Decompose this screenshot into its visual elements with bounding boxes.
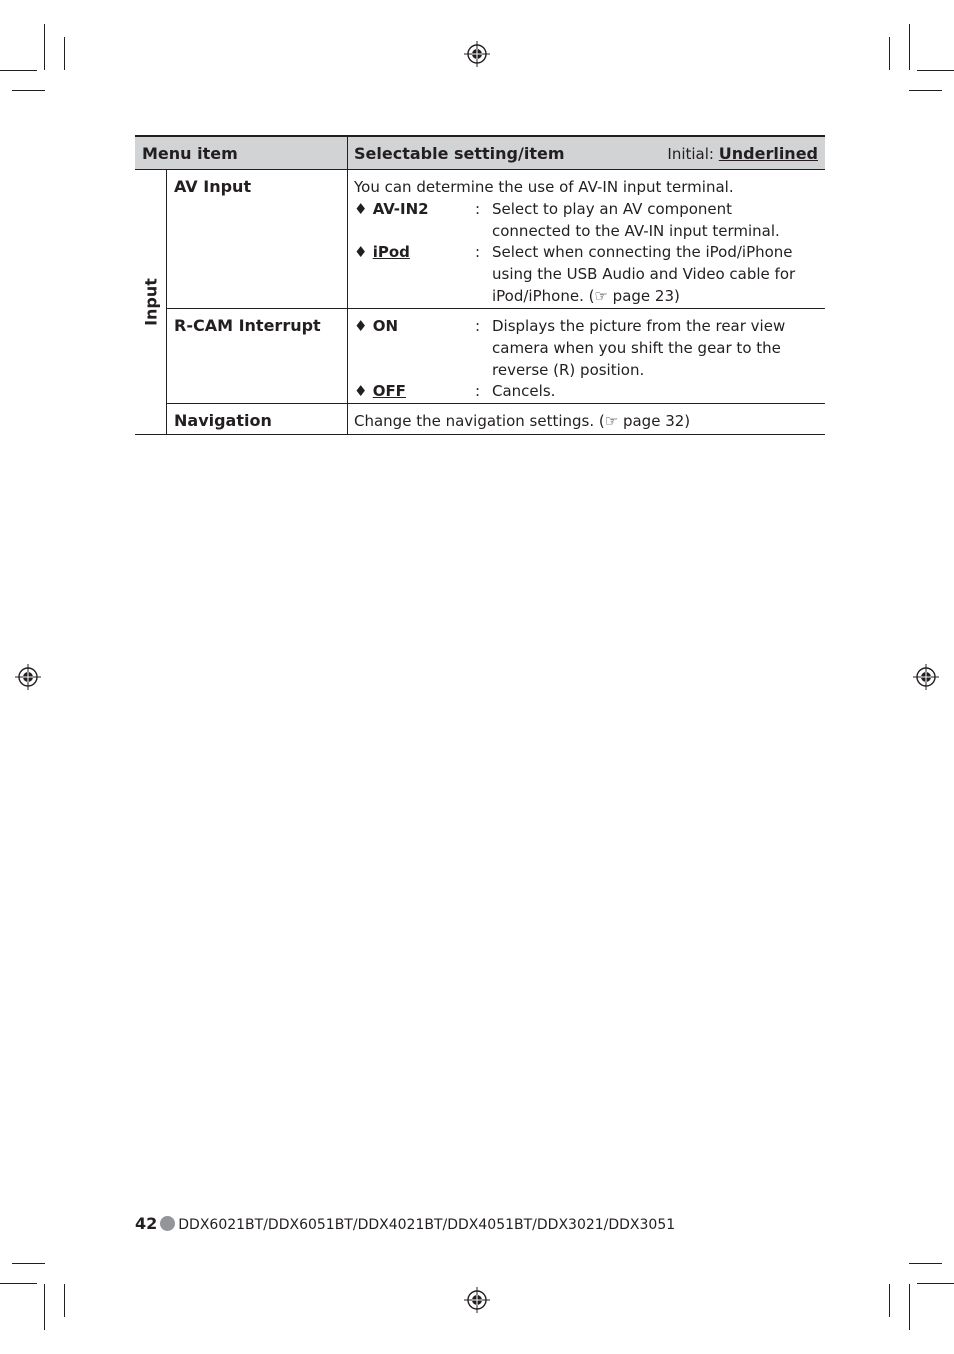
header-menu-item: Menu item [142, 144, 238, 163]
option-colon: : [475, 243, 481, 262]
option-colon: : [475, 199, 481, 218]
navigation-description: Change the navigation settings. (☞ page 32) [354, 412, 691, 430]
circle-bullet-icon [160, 1216, 175, 1231]
option-ipod [354, 242, 825, 307]
setting-description [354, 316, 825, 403]
crop-mark [909, 24, 910, 70]
option-text: Displays the picture from the rear view camera when you shift the gear to the reverse (R) position. [492, 317, 786, 379]
menu-item-navigation: Navigation [174, 411, 272, 430]
menu-item-cell [167, 404, 348, 434]
crop-mark [0, 1283, 37, 1284]
crop-mark [909, 1284, 910, 1330]
settings-table [135, 135, 825, 435]
option-colon: : [475, 382, 481, 401]
registration-mark-icon [913, 664, 939, 690]
option-label: AV-IN2 [372, 199, 429, 218]
table-header [135, 135, 825, 170]
table-row-av-input [167, 170, 825, 308]
registration-mark-icon [15, 664, 41, 690]
registration-mark-icon [464, 41, 490, 67]
menu-item-r-cam-interrupt: R-CAM Interrupt [174, 316, 321, 335]
table-body [135, 170, 825, 435]
diamond-bullet-icon: ♦ [354, 199, 368, 218]
header-selectable-setting: Selectable setting/item [354, 144, 565, 163]
page-footer [135, 1214, 675, 1233]
model-list: DDX6021BT/DDX6051BT/DDX4021BT/DDX4051BT/DDX3021/DDX3051 [178, 1217, 676, 1233]
diamond-bullet-icon: ♦ [354, 317, 368, 335]
option-text: Select when connecting the iPod/iPhone using the USB Audio and Video cable for iPod/iPhone. (☞ page 23) [492, 243, 796, 305]
header-menu-item-cell [135, 137, 348, 169]
crop-mark [0, 70, 37, 71]
menu-item-cell [167, 170, 348, 308]
group-cell-input [135, 170, 167, 434]
crop-mark [909, 1263, 942, 1264]
crop-mark [64, 1284, 65, 1317]
setting-description [354, 411, 825, 433]
option-av-in2 [354, 199, 825, 243]
menu-item-av-input: AV Input [174, 177, 252, 196]
setting-description [354, 177, 825, 308]
option-on [354, 316, 825, 381]
initial-label: Initial: [667, 145, 714, 163]
option-text: Cancels. [492, 382, 556, 401]
diamond-bullet-icon: ♦ [354, 382, 368, 401]
crop-mark [44, 24, 45, 70]
crop-mark [12, 90, 45, 91]
group-label: Input [141, 278, 160, 326]
option-text: Select to play an AV component connected to the AV-IN input terminal. [492, 199, 780, 240]
table-row-navigation [167, 404, 825, 434]
crop-mark [889, 37, 890, 70]
menu-item-cell [167, 309, 348, 403]
crop-mark [12, 1263, 45, 1264]
header-initial-note [667, 144, 818, 163]
crop-mark [917, 70, 954, 71]
crop-mark [909, 90, 942, 91]
crop-mark [889, 1284, 890, 1317]
option-label: OFF [372, 382, 406, 401]
option-off [354, 381, 825, 403]
crop-mark [44, 1284, 45, 1330]
initial-value: Underlined [718, 144, 818, 163]
registration-mark-icon [464, 1287, 490, 1313]
crop-mark [64, 37, 65, 70]
option-colon: : [475, 317, 481, 335]
av-input-intro: You can determine the use of AV-IN input terminal. [354, 178, 734, 196]
option-label: ON [372, 317, 398, 335]
diamond-bullet-icon: ♦ [354, 243, 368, 262]
table-row-r-cam-interrupt [167, 309, 825, 403]
page-number: 42 [135, 1214, 158, 1233]
crop-mark [917, 1283, 954, 1284]
option-label: iPod [372, 243, 410, 262]
